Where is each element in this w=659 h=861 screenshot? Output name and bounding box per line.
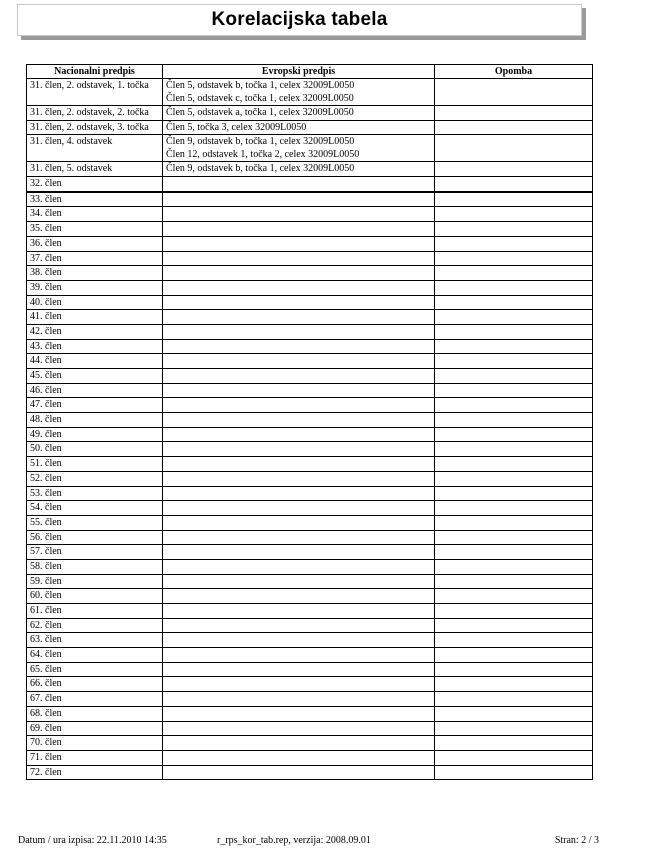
evropski-line: Člen 5, odstavek b, točka 1, celex 32009L0050	[166, 80, 355, 91]
table-row	[27, 589, 593, 604]
cell-opomba	[435, 618, 593, 633]
cell-evropski	[163, 177, 435, 192]
cell-evropski	[163, 545, 435, 560]
cell-nacionalni: 31. člen, 2. odstavek, 2. točka	[27, 106, 163, 121]
table-body	[27, 79, 593, 780]
cell-evropski	[163, 106, 435, 121]
cell-opomba	[435, 251, 593, 266]
cell-opomba	[435, 135, 593, 162]
cell-nacionalni: 58. člen	[27, 559, 163, 574]
cell-opomba	[435, 545, 593, 560]
cell-evropski	[163, 192, 435, 207]
table-row	[27, 427, 593, 442]
cell-nacionalni: 65. člen	[27, 662, 163, 677]
cell-evropski	[163, 633, 435, 648]
cell-opomba	[435, 79, 593, 106]
table-row	[27, 177, 593, 192]
cell-opomba	[435, 750, 593, 765]
cell-opomba	[435, 692, 593, 707]
cell-evropski	[163, 79, 435, 106]
cell-evropski	[163, 383, 435, 398]
cell-evropski	[163, 604, 435, 619]
cell-nacionalni: 36. člen	[27, 236, 163, 251]
cell-nacionalni: 33. člen	[27, 192, 163, 207]
table-row	[27, 618, 593, 633]
cell-nacionalni: 37. člen	[27, 251, 163, 266]
table-row	[27, 633, 593, 648]
cell-nacionalni: 64. člen	[27, 648, 163, 663]
cell-evropski	[163, 310, 435, 325]
cell-nacionalni: 68. člen	[27, 706, 163, 721]
cell-nacionalni: 54. člen	[27, 501, 163, 516]
cell-nacionalni: 47. člen	[27, 398, 163, 413]
table-row	[27, 295, 593, 310]
table-row	[27, 765, 593, 780]
title-box	[17, 4, 582, 36]
cell-nacionalni: 41. člen	[27, 310, 163, 325]
cell-nacionalni: 56. člen	[27, 530, 163, 545]
cell-opomba	[435, 604, 593, 619]
table-row	[27, 471, 593, 486]
cell-evropski	[163, 413, 435, 428]
cell-evropski	[163, 486, 435, 501]
correlation-table	[26, 64, 593, 780]
cell-evropski	[163, 559, 435, 574]
cell-nacionalni: 46. člen	[27, 383, 163, 398]
table-row	[27, 236, 593, 251]
table-row	[27, 280, 593, 295]
cell-evropski	[163, 339, 435, 354]
cell-opomba	[435, 207, 593, 222]
cell-evropski	[163, 427, 435, 442]
evropski-line: Člen 5, odstavek a, točka 1, celex 32009L0050	[166, 107, 354, 118]
cell-evropski	[163, 530, 435, 545]
cell-opomba	[435, 530, 593, 545]
cell-opomba	[435, 369, 593, 384]
table-row	[27, 354, 593, 369]
cell-evropski	[163, 442, 435, 457]
cell-evropski	[163, 162, 435, 177]
table-row	[27, 120, 593, 135]
table-row	[27, 79, 593, 106]
cell-evropski	[163, 765, 435, 780]
cell-opomba	[435, 515, 593, 530]
cell-evropski	[163, 280, 435, 295]
table-row	[27, 457, 593, 472]
table-row	[27, 721, 593, 736]
table-row	[27, 736, 593, 751]
cell-opomba	[435, 574, 593, 589]
cell-evropski	[163, 135, 435, 162]
cell-opomba	[435, 765, 593, 780]
cell-opomba	[435, 486, 593, 501]
table-row	[27, 559, 593, 574]
cell-nacionalni: 52. člen	[27, 471, 163, 486]
cell-opomba	[435, 589, 593, 604]
cell-opomba	[435, 354, 593, 369]
cell-opomba	[435, 442, 593, 457]
cell-opomba	[435, 266, 593, 281]
cell-evropski	[163, 662, 435, 677]
footer-page: Stran: 2 / 3	[554, 835, 599, 846]
cell-evropski	[163, 222, 435, 237]
table-row	[27, 135, 593, 162]
table-row	[27, 706, 593, 721]
cell-evropski	[163, 120, 435, 135]
cell-opomba	[435, 222, 593, 237]
table-row	[27, 192, 593, 207]
evropski-line: Člen 5, točka 3, celex 32009L0050	[166, 121, 307, 133]
cell-nacionalni: 53. člen	[27, 486, 163, 501]
cell-nacionalni: 40. člen	[27, 295, 163, 310]
table-row	[27, 251, 593, 266]
cell-evropski	[163, 207, 435, 222]
table-row	[27, 648, 593, 663]
cell-evropski	[163, 236, 435, 251]
cell-nacionalni: 42. člen	[27, 324, 163, 339]
cell-evropski	[163, 266, 435, 281]
cell-opomba	[435, 501, 593, 516]
cell-evropski	[163, 354, 435, 369]
evropski-line: Člen 12, odstavek 1, točka 2, celex 32009L0050	[166, 149, 360, 161]
cell-nacionalni: 50. člen	[27, 442, 163, 457]
header-nacionalni: Nacionalni predpis	[27, 65, 163, 79]
table-row	[27, 501, 593, 516]
cell-opomba	[435, 120, 593, 135]
table-row	[27, 604, 593, 619]
table-row	[27, 369, 593, 384]
cell-evropski	[163, 574, 435, 589]
cell-evropski	[163, 589, 435, 604]
cell-opomba	[435, 413, 593, 428]
cell-nacionalni: 45. člen	[27, 369, 163, 384]
cell-evropski	[163, 750, 435, 765]
cell-nacionalni: 72. člen	[27, 765, 163, 780]
cell-nacionalni: 31. člen, 2. odstavek, 1. točka	[27, 79, 163, 106]
cell-nacionalni: 57. člen	[27, 545, 163, 560]
cell-evropski	[163, 457, 435, 472]
cell-opomba	[435, 662, 593, 677]
table-row	[27, 677, 593, 692]
cell-opomba	[435, 106, 593, 121]
cell-nacionalni: 51. člen	[27, 457, 163, 472]
cell-nacionalni: 67. člen	[27, 692, 163, 707]
evropski-line: Člen 5, odstavek c, točka 1, celex 32009L0050	[166, 93, 354, 104]
cell-nacionalni: 32. člen	[27, 177, 163, 192]
cell-nacionalni: 61. člen	[27, 604, 163, 619]
cell-opomba	[435, 398, 593, 413]
cell-opomba	[435, 162, 593, 177]
cell-evropski	[163, 618, 435, 633]
cell-evropski	[163, 721, 435, 736]
cell-opomba	[435, 559, 593, 574]
cell-nacionalni: 31. člen, 5. odstavek	[27, 162, 163, 177]
cell-nacionalni: 71. člen	[27, 750, 163, 765]
table-row	[27, 692, 593, 707]
table-row	[27, 339, 593, 354]
cell-nacionalni: 39. člen	[27, 280, 163, 295]
table-row	[27, 515, 593, 530]
cell-nacionalni: 34. člen	[27, 207, 163, 222]
cell-evropski	[163, 692, 435, 707]
cell-nacionalni: 55. člen	[27, 515, 163, 530]
cell-nacionalni: 48. člen	[27, 413, 163, 428]
cell-opomba	[435, 471, 593, 486]
cell-opomba	[435, 310, 593, 325]
cell-opomba	[435, 427, 593, 442]
cell-nacionalni: 69. člen	[27, 721, 163, 736]
table-row	[27, 486, 593, 501]
cell-nacionalni: 59. člen	[27, 574, 163, 589]
cell-opomba	[435, 295, 593, 310]
table-row	[27, 383, 593, 398]
table-header-row	[27, 65, 593, 79]
footer-report: r_rps_kor_tab.rep, verzija: 2008.09.01	[217, 835, 371, 846]
cell-opomba	[435, 736, 593, 751]
cell-nacionalni: 35. člen	[27, 222, 163, 237]
cell-nacionalni: 44. člen	[27, 354, 163, 369]
table-row	[27, 324, 593, 339]
table-row	[27, 207, 593, 222]
table-row	[27, 106, 593, 121]
cell-evropski	[163, 501, 435, 516]
header-evropski: Evropski predpis	[163, 65, 435, 79]
cell-nacionalni: 31. člen, 4. odstavek	[27, 135, 163, 162]
table-row	[27, 750, 593, 765]
evropski-line: Člen 9, odstavek b, točka 1, celex 32009L0050	[166, 136, 355, 148]
cell-evropski	[163, 648, 435, 663]
cell-opomba	[435, 280, 593, 295]
cell-evropski	[163, 295, 435, 310]
cell-evropski	[163, 471, 435, 486]
table-row	[27, 545, 593, 560]
cell-evropski	[163, 677, 435, 692]
cell-opomba	[435, 457, 593, 472]
page-title: Korelacijska tabela	[211, 9, 388, 30]
cell-opomba	[435, 706, 593, 721]
cell-nacionalni: 43. člen	[27, 339, 163, 354]
cell-opomba	[435, 192, 593, 207]
cell-evropski	[163, 398, 435, 413]
table-row	[27, 413, 593, 428]
cell-opomba	[435, 721, 593, 736]
table-row	[27, 662, 593, 677]
cell-evropski	[163, 515, 435, 530]
cell-nacionalni: 49. člen	[27, 427, 163, 442]
cell-nacionalni: 60. člen	[27, 589, 163, 604]
cell-nacionalni: 38. člen	[27, 266, 163, 281]
cell-evropski	[163, 706, 435, 721]
table-row	[27, 310, 593, 325]
cell-nacionalni: 63. člen	[27, 633, 163, 648]
cell-nacionalni: 70. člen	[27, 736, 163, 751]
cell-opomba	[435, 677, 593, 692]
table-row	[27, 574, 593, 589]
cell-evropski	[163, 369, 435, 384]
cell-evropski	[163, 251, 435, 266]
cell-opomba	[435, 236, 593, 251]
footer-date: Datum / ura izpisa: 22.11.2010 14:35	[18, 835, 167, 846]
table-row	[27, 398, 593, 413]
cell-evropski	[163, 736, 435, 751]
cell-opomba	[435, 177, 593, 192]
table-row	[27, 266, 593, 281]
cell-nacionalni: 31. člen, 2. odstavek, 3. točka	[27, 120, 163, 135]
cell-opomba	[435, 648, 593, 663]
evropski-line: Člen 9, odstavek b, točka 1, celex 32009L0050	[166, 163, 355, 175]
cell-evropski	[163, 324, 435, 339]
cell-opomba	[435, 633, 593, 648]
table-row	[27, 162, 593, 177]
header-opomba: Opomba	[435, 65, 593, 79]
table-row	[27, 442, 593, 457]
cell-opomba	[435, 383, 593, 398]
cell-opomba	[435, 324, 593, 339]
cell-nacionalni: 66. člen	[27, 677, 163, 692]
table-row	[27, 530, 593, 545]
cell-nacionalni: 62. člen	[27, 618, 163, 633]
table-row	[27, 222, 593, 237]
cell-opomba	[435, 339, 593, 354]
